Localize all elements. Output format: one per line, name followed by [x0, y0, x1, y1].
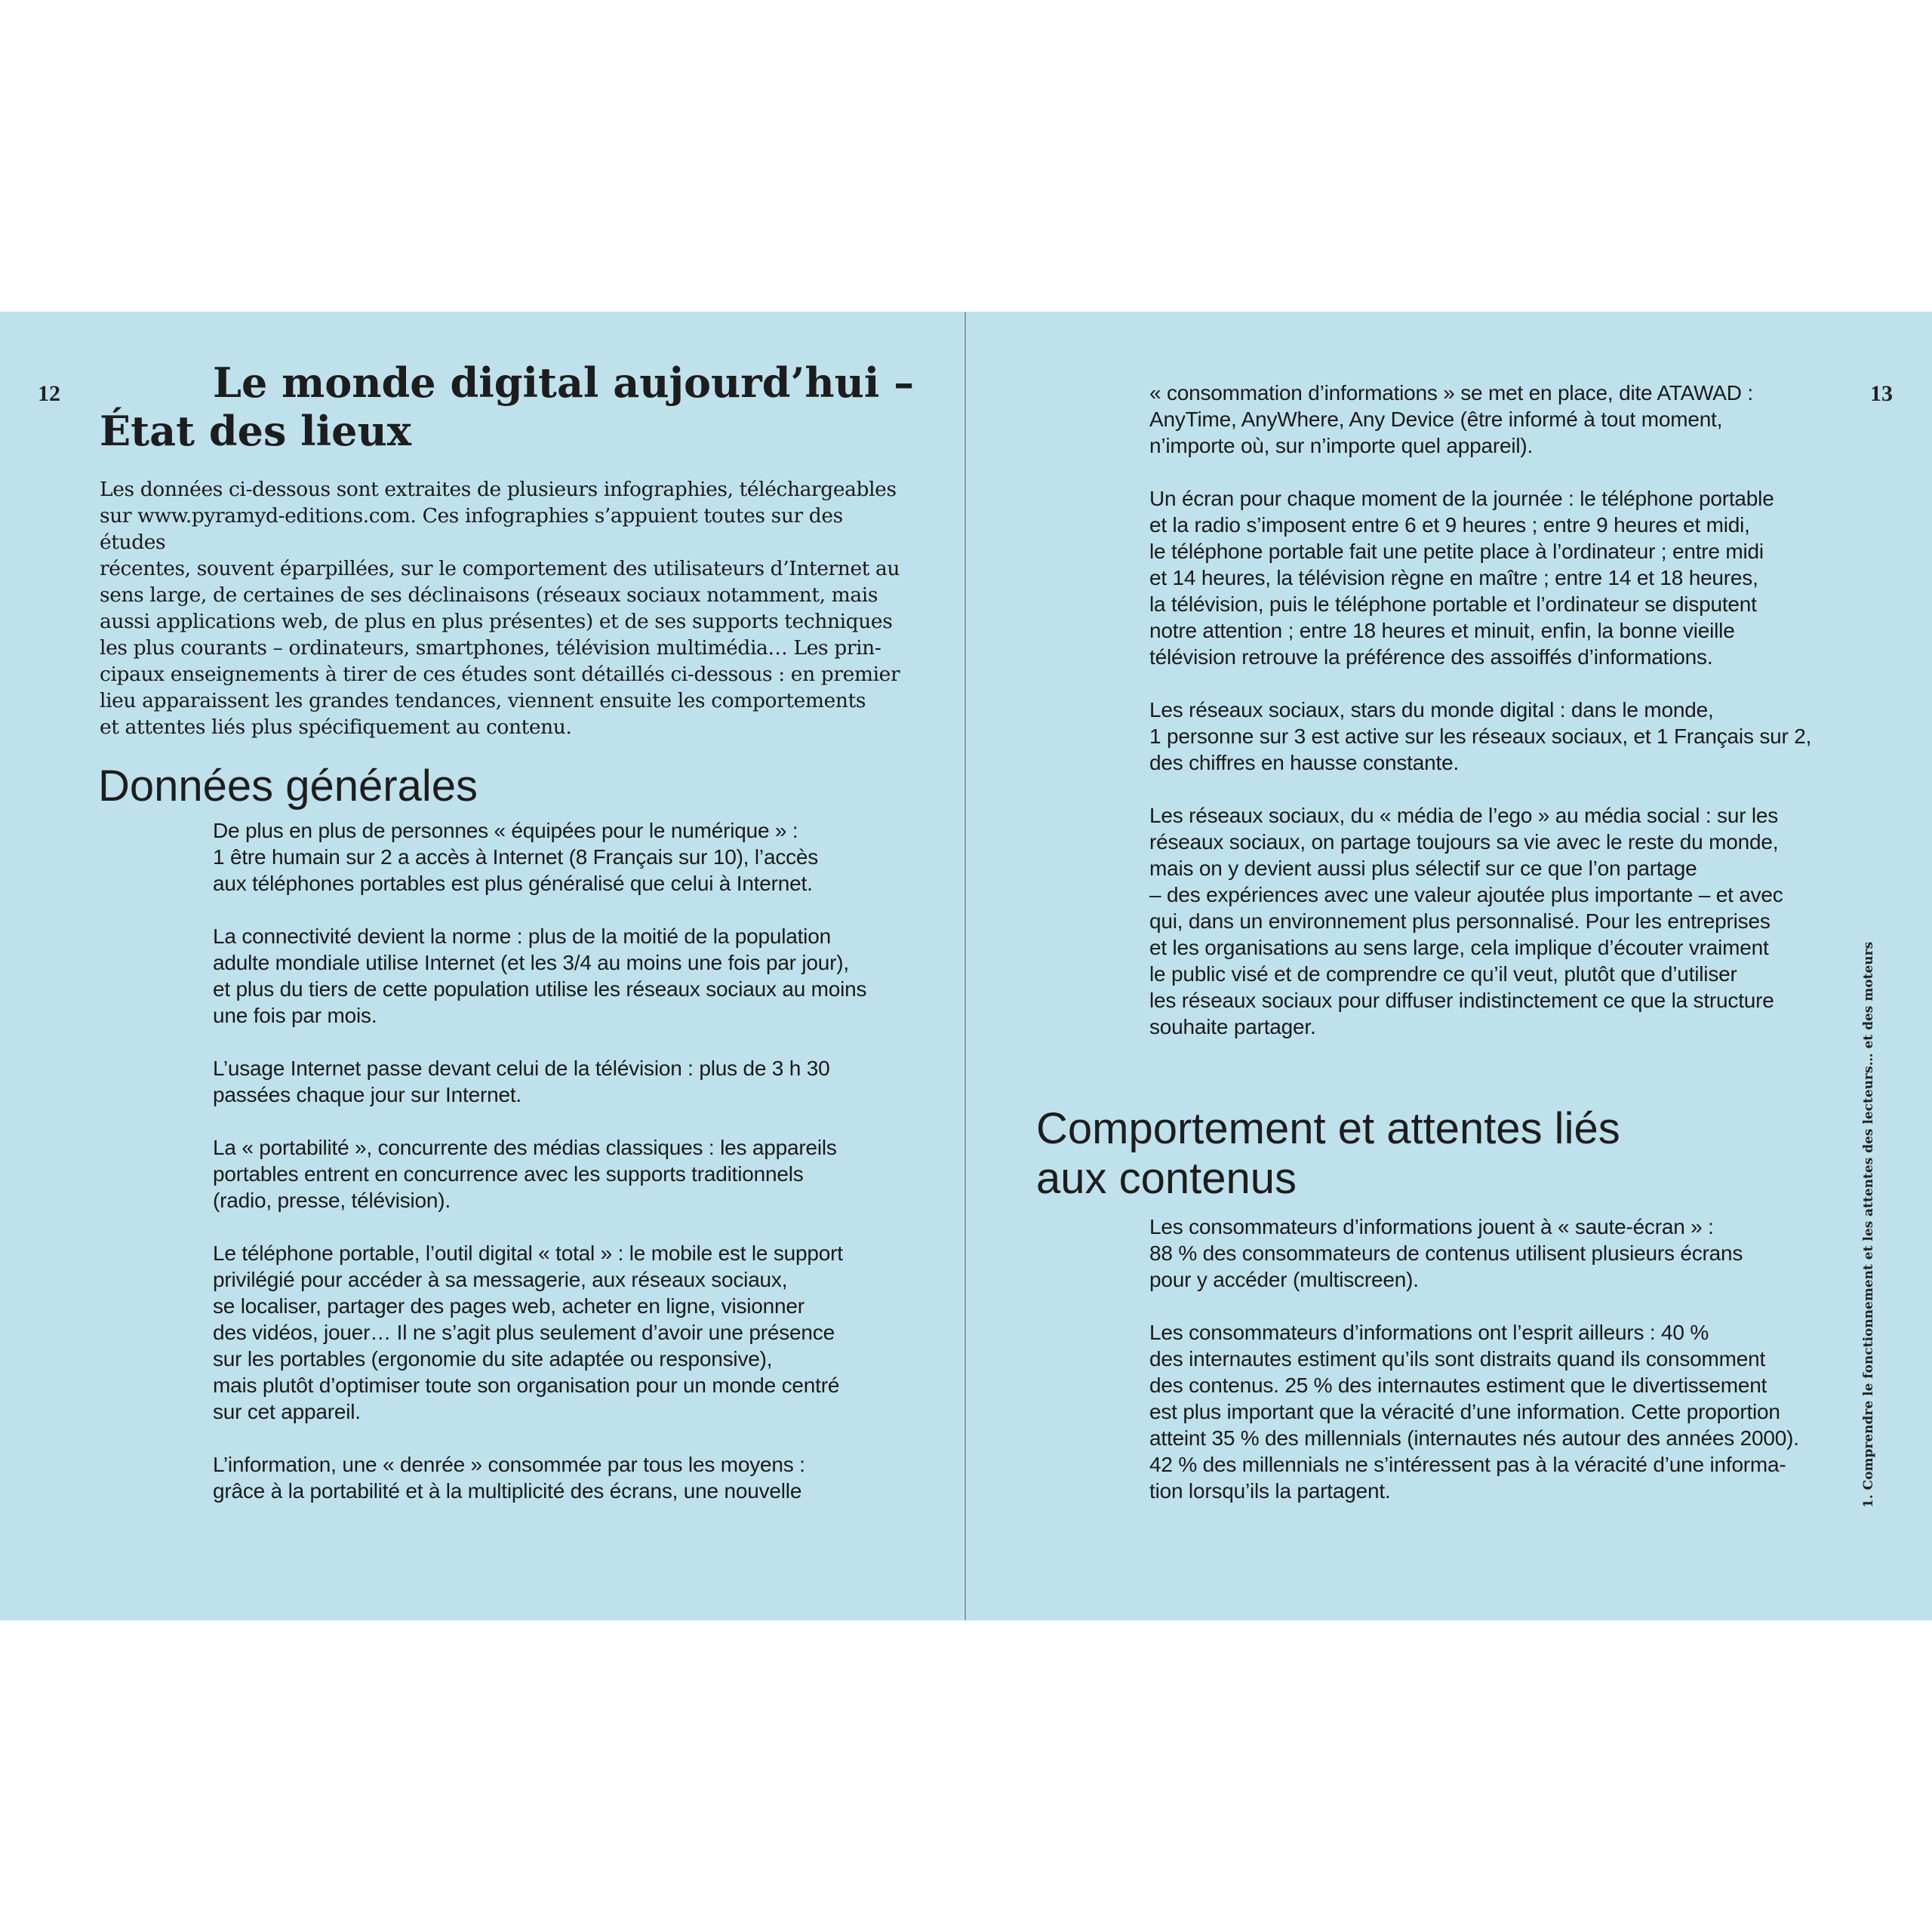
paragraph: Un écran pour chaque moment de la journée : le téléphone portable et la radio s’imposent entre 6 et 9 heures ; entre 9 heures et midi, le téléphone portable fait une petite place à l’ordinateur ; entre midi et 14 heures, la télévision règne en maître ; entre 14 et 18 heures, la télévision, puis le téléphone portable et l’ordinateur se disputent notre attention ; entre 18 heures et minuit, enfin, la bonne vieille télévision retrouve la préférence des assoiffés d’informations. [1149, 487, 1774, 669]
running-head: 1. Comprendre le fonctionnement et les attentes des lecteurs… et des moteurs [1861, 941, 1876, 1508]
page-title [100, 358, 915, 455]
book-spread [0, 312, 1932, 1620]
paragraph: Les réseaux sociaux, stars du monde digital : dans le monde, 1 personne sur 3 est active sur les réseaux sociaux, et 1 Français sur 2, des chiffres en hausse constante. [1149, 698, 1812, 774]
page-number-left: 12 [38, 381, 60, 406]
paragraph: Les consommateurs d’informations jouent à « saute-écran » : 88 % des consommateurs de contenus utilisent plusieurs écrans pour y accéder (multiscreen). [1149, 1215, 1743, 1291]
paragraph: Les consommateurs d’informations ont l’esprit ailleurs : 40 % des internautes estiment qu’ils sont distraits quand ils consomment des contenus. 25 % des internautes estiment que le divertissement est plus important que la véracité d’une information. Cette proportion atteint 35 % des millennials (internautes nés autour des années 2000). 42 % des millennials ne s’intéressent pas à la véracité d’une informa- tion lorsqu’ils la partagent. [1149, 1321, 1799, 1503]
paragraph: La « portabilité », concurrente des médias classiques : les appareils portables entrent en concurrence avec les supports traditionnels (radio, presse, télévision). [213, 1136, 837, 1212]
paragraph: La connectivité devient la norme : plus de la moitié de la population adulte mondiale utilise Internet (et les 3/4 au moins une fois par jour), et plus du tiers de cette population utilise les réseaux sociaux au moins une fois par mois. [213, 924, 867, 1027]
paragraph: « consommation d’informations » se met en place, dite ATAWAD : AnyTime, AnyWhere, Any Device (être informé à tout moment, n’importe où, sur n’importe quel appareil). [1149, 381, 1753, 457]
intro-paragraph: Les données ci-dessous sont extraites de plusieurs infographies, téléchargeables sur www.pyramyd-editions.com. Ces infographies s’appuient toutes sur des études récentes, souvent éparpillées, sur le comportement des utilisateurs d’Internet au sens large, de certaines de ses déclinaisons (réseaux sociaux notamment, mais aussi applications web, de plus en plus présentes) et de ses supports techniques les plus courants – ordinateurs, smartphones, télévision multimédia… Les prin- cipaux enseignements à tirer de ces études sont détaillés ci-dessous : en premier lieu apparaissent les grandes tendances, viennent ensuite les comportements et attentes liés plus spécifiquement au contenu. [100, 478, 900, 739]
page-number-right: 13 [1870, 381, 1893, 406]
right-column-bottom [1149, 1214, 1851, 1531]
page-title-line1: Le monde digital aujourd’hui – [213, 358, 915, 407]
right-column-top [1149, 380, 1851, 1066]
section-heading-general-data: Données générales [98, 761, 478, 811]
paragraph: L’information, une « denrée » consommée par tous les moyens : grâce à la portabilité et à la multiplicité des écrans, une nouvelle [213, 1453, 805, 1503]
left-column [213, 817, 915, 1531]
paragraph: Le téléphone portable, l’outil digital « total » : le mobile est le support privilégié pour accéder à sa messagerie, aux réseaux sociaux, se localiser, partager des pages web, acheter en ligne, visionner des vidéos, jouer… Il ne s’agit plus seulement d’avoir une présence sur les portables (ergonomie du site adaptée ou responsive), mais plutôt d’optimiser toute son organisation pour un monde centré sur cet appareil. [213, 1241, 843, 1423]
paragraph: L’usage Internet passe devant celui de la télévision : plus de 3 h 30 passées chaque jour sur Internet. [213, 1057, 830, 1106]
paragraph: De plus en plus de personnes « équipées pour le numérique » : 1 être humain sur 2 a accès à Internet (8 Français sur 10), l’accès aux téléphones portables est plus généralisé que celui à Internet. [213, 819, 819, 895]
paragraph: Les réseaux sociaux, du « média de l’ego » au média social : sur les réseaux sociaux, on partage toujours sa vie avec le reste du monde, mais on y devient aussi plus sélectif sur ce que l’on partage – des expériences avec une valeur ajoutée plus importante – et avec qui, dans un environnement plus personnalisé. Pour les entreprises et les organisations au sens large, cela implique d’écouter vraiment le public visé et de comprendre ce qu’il veut, plutôt que d’utiliser les réseaux sociaux pour diffuser indistinctement ce que la structure souhaite partager. [1149, 804, 1783, 1038]
section-heading-content-behaviour: Comportement et attentes liés aux contenus [1036, 1104, 1620, 1203]
page-gutter [964, 312, 966, 1620]
page-title-line2: État des lieux [100, 407, 411, 455]
